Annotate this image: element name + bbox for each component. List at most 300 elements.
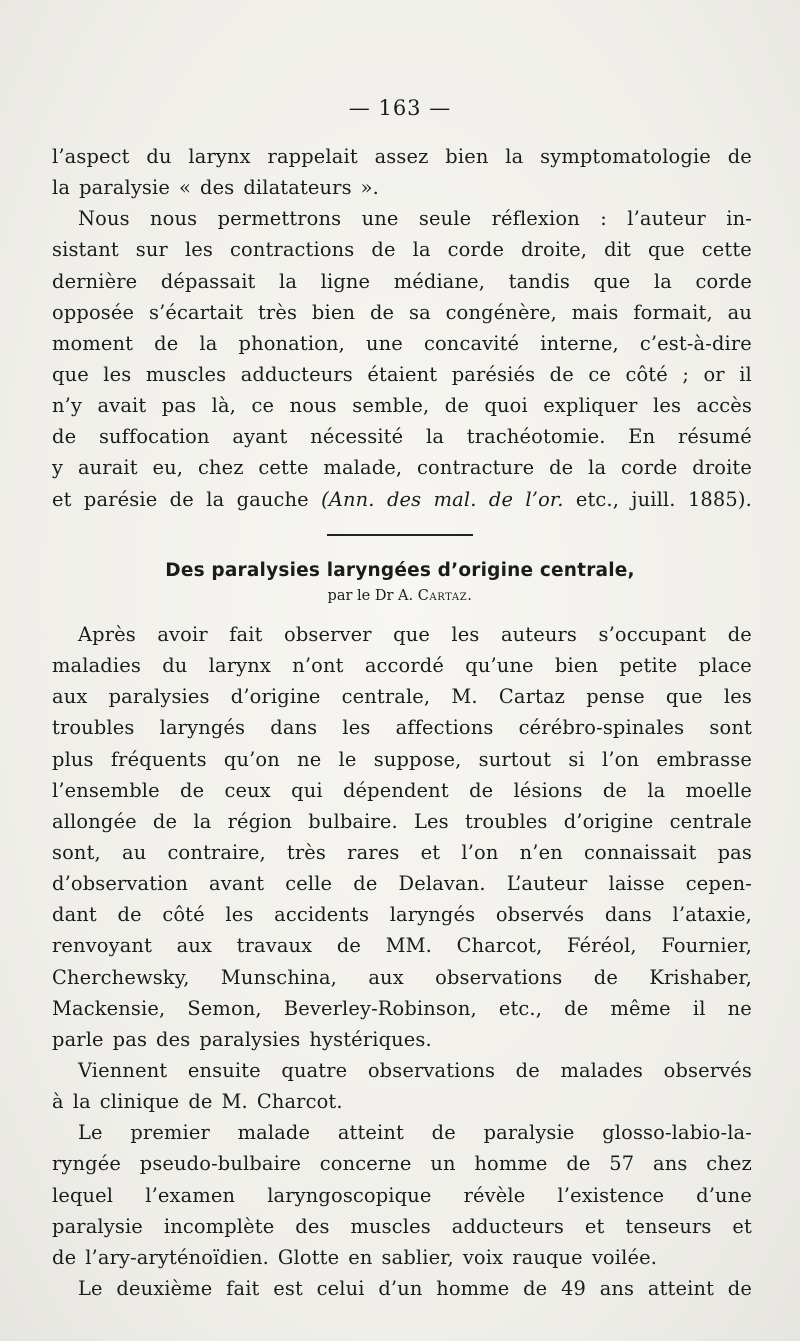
word: l’ataxie, xyxy=(672,903,752,927)
word: des xyxy=(295,1214,330,1238)
word: et xyxy=(732,1214,752,1238)
word: l’ary-aryténoïdien. xyxy=(85,1245,269,1269)
word: accordé xyxy=(364,654,444,678)
word: la xyxy=(425,425,445,449)
word: un xyxy=(430,1152,456,1176)
word: dernière xyxy=(52,269,138,293)
text-line xyxy=(52,899,752,930)
word: renvoyant xyxy=(52,934,153,958)
word: 49 xyxy=(561,1276,586,1300)
word: petite xyxy=(619,654,678,678)
word: une xyxy=(366,331,403,355)
word: maladies xyxy=(52,654,141,678)
word: 1885). xyxy=(687,487,752,511)
word: dilatateurs xyxy=(243,176,352,200)
word: pseudo-bulbaire xyxy=(139,1152,301,1176)
word: et xyxy=(420,840,441,864)
word: paralysie xyxy=(483,1121,575,1145)
byline-prefix: par le Dr A. xyxy=(327,588,414,604)
word: ne xyxy=(297,747,322,771)
word: ans xyxy=(599,1276,635,1300)
text-line xyxy=(52,930,752,961)
byline-author: Cartaz. xyxy=(417,588,473,604)
word: muscles xyxy=(350,1214,431,1238)
word: deuxième xyxy=(116,1276,213,1300)
text-line xyxy=(52,681,752,712)
word: laisse xyxy=(608,872,665,896)
word: médiane, xyxy=(393,269,486,293)
text-line xyxy=(52,172,752,203)
word: les xyxy=(342,716,371,740)
word: L’auteur xyxy=(506,872,588,896)
word: adducteurs xyxy=(240,362,353,386)
word: aurait xyxy=(77,456,138,480)
word: connaissait xyxy=(584,840,697,864)
word: congénère, xyxy=(445,300,557,324)
word: la xyxy=(199,331,218,355)
text-line xyxy=(52,359,752,390)
word: affections xyxy=(395,716,494,740)
word: suffocation xyxy=(98,425,210,449)
word: contracture xyxy=(417,456,535,480)
word: expliquer xyxy=(543,394,638,418)
word: ». xyxy=(360,176,379,200)
word: de xyxy=(371,238,396,262)
text-line xyxy=(52,1148,752,1179)
word: pas xyxy=(112,1027,148,1051)
word: de xyxy=(515,1058,540,1082)
text-line xyxy=(52,390,752,421)
word: clinique xyxy=(99,1090,180,1114)
word: 57 xyxy=(609,1152,635,1176)
word: droite xyxy=(692,456,752,480)
word: chez xyxy=(197,456,244,480)
word: Les xyxy=(414,809,449,833)
word: cérébro-spinales xyxy=(518,716,685,740)
word: de xyxy=(52,425,77,449)
text-line xyxy=(52,452,752,483)
word: très xyxy=(286,840,327,864)
word: ayant xyxy=(232,425,288,449)
text-line xyxy=(52,806,752,837)
word: eu, xyxy=(152,456,184,480)
word: que xyxy=(665,685,703,709)
word: voix xyxy=(462,1245,504,1269)
word: de xyxy=(336,934,362,958)
word: En xyxy=(628,425,656,449)
word: allongée xyxy=(52,809,137,833)
word: qu’une xyxy=(465,654,534,678)
word: in- xyxy=(726,207,752,231)
word: d’origine xyxy=(230,685,321,709)
word: la xyxy=(412,238,431,262)
word: pense xyxy=(586,685,645,709)
word: malade xyxy=(237,1121,311,1145)
text-line xyxy=(52,837,752,868)
word: la xyxy=(505,145,524,168)
word: laryngoscopique xyxy=(267,1183,432,1207)
text-line xyxy=(52,421,752,452)
word: corde xyxy=(447,238,505,262)
word: parésie xyxy=(83,487,158,511)
word: trachéotomie. xyxy=(466,425,606,449)
text-line xyxy=(52,619,752,650)
word: Cherchewsky, xyxy=(52,965,190,989)
word: ce xyxy=(588,362,611,386)
word: l’ensemble xyxy=(52,778,160,802)
word: parésiés xyxy=(451,362,536,386)
word: formait, xyxy=(633,300,713,324)
word: Charcot, xyxy=(456,934,543,958)
word: nous xyxy=(289,394,337,418)
word: M. xyxy=(451,685,478,709)
text-line xyxy=(52,775,752,806)
word: corde xyxy=(620,456,678,480)
word: c’est-à-dire xyxy=(639,331,752,355)
text-line xyxy=(52,1055,752,1086)
word: Glotte xyxy=(277,1245,340,1269)
word: juill. xyxy=(631,487,676,511)
text-line xyxy=(52,234,752,265)
word: l’or. xyxy=(525,487,564,511)
word: tenseurs xyxy=(625,1214,712,1238)
word: assez xyxy=(374,145,429,168)
word: Cartaz xyxy=(498,685,566,709)
word: sablier, xyxy=(381,1245,454,1269)
word: n’ont xyxy=(292,654,344,678)
section-byline xyxy=(0,588,800,604)
word: observer xyxy=(284,623,372,646)
word: ryngée xyxy=(52,1152,121,1176)
text-line xyxy=(52,1117,752,1148)
word: une xyxy=(361,207,399,231)
word: la xyxy=(588,456,607,480)
word: sur xyxy=(135,238,168,262)
word: de xyxy=(727,145,752,168)
word: côté xyxy=(625,362,668,386)
word: MM. xyxy=(385,934,432,958)
text-line xyxy=(52,1273,752,1304)
word: homme xyxy=(436,1276,510,1300)
word: de xyxy=(602,778,628,802)
word: adducteurs xyxy=(451,1214,564,1238)
word: l’on xyxy=(601,747,640,771)
word: cette xyxy=(701,238,752,262)
word: ligne xyxy=(320,269,371,293)
word: contractions xyxy=(230,238,355,262)
word: malade, xyxy=(323,456,403,480)
word: résumé xyxy=(677,425,752,449)
word: larynx xyxy=(208,654,271,678)
word: sont xyxy=(709,716,752,740)
word: d’une xyxy=(696,1183,752,1207)
word: avait xyxy=(97,394,147,418)
word: quatre xyxy=(281,1058,348,1082)
word: réflexion xyxy=(491,207,580,231)
word: les xyxy=(652,394,682,418)
word: très xyxy=(257,300,298,324)
text-line xyxy=(52,1211,752,1242)
word: Mackensie, xyxy=(52,996,166,1020)
section-divider xyxy=(327,534,473,536)
word: mais xyxy=(571,300,619,324)
word: la xyxy=(279,269,298,293)
word: Delavan. xyxy=(398,872,486,896)
word: suppose, xyxy=(373,747,462,771)
word: la xyxy=(653,269,672,293)
word: permettrons xyxy=(217,207,342,231)
text-line xyxy=(52,1024,752,1055)
word: troubles xyxy=(52,716,135,740)
word: de xyxy=(549,456,574,480)
text-line xyxy=(52,712,752,743)
word: de xyxy=(523,1276,548,1300)
word: celui xyxy=(316,1276,365,1300)
word: lésions xyxy=(513,778,583,802)
text-line xyxy=(52,1086,752,1117)
word: fait xyxy=(226,1276,260,1300)
word: sa xyxy=(408,300,431,324)
word: paralysie xyxy=(79,176,170,200)
word: etc., xyxy=(498,996,543,1020)
word: de xyxy=(469,778,494,802)
word: larynx xyxy=(188,145,251,168)
word: au xyxy=(121,840,147,864)
word: de xyxy=(152,809,178,833)
word: opposée xyxy=(52,300,135,324)
word: de xyxy=(117,903,142,927)
text-line xyxy=(52,962,752,993)
word: laryngés xyxy=(389,903,476,927)
word: quoi xyxy=(484,394,528,418)
word: observations xyxy=(435,965,563,989)
word: étaient xyxy=(367,362,438,386)
word: de xyxy=(727,1276,752,1300)
word: l’auteur xyxy=(627,207,706,231)
word: embrasse xyxy=(656,747,752,771)
word: des xyxy=(156,1027,191,1051)
word: paralysies xyxy=(199,1027,301,1051)
word: du xyxy=(146,145,172,168)
text-line xyxy=(52,993,752,1024)
text-line xyxy=(52,744,752,775)
word: la xyxy=(647,778,666,802)
word: de xyxy=(727,623,752,646)
word: de xyxy=(369,300,395,324)
word: surtout xyxy=(478,747,552,771)
section-title: Des paralysies laryngées d’origine centrale, xyxy=(165,560,635,581)
word: concerne xyxy=(319,1152,412,1176)
text-line xyxy=(52,203,752,234)
word: à xyxy=(52,1090,64,1114)
word: l’on xyxy=(461,840,499,864)
text-line xyxy=(52,650,752,681)
word: si xyxy=(568,747,585,771)
text-line xyxy=(52,297,752,328)
word: parle xyxy=(52,1027,104,1051)
word: place xyxy=(698,654,752,678)
word: Le xyxy=(78,1121,103,1145)
word: de xyxy=(566,1152,591,1176)
word: fréquents xyxy=(110,747,207,771)
word: chez xyxy=(706,1152,752,1176)
word: dans xyxy=(270,716,318,740)
word: d’origine xyxy=(563,809,654,833)
word: la xyxy=(72,1090,91,1114)
word: qu’on xyxy=(223,747,280,771)
word: travaux xyxy=(236,934,313,958)
word: contraire, xyxy=(167,840,266,864)
word: les xyxy=(184,238,214,262)
word: plus xyxy=(52,747,94,771)
word: or xyxy=(703,362,725,386)
word: Féréol, xyxy=(567,934,637,958)
word: voilée. xyxy=(591,1245,658,1269)
word: phonation, xyxy=(238,331,345,355)
word: dans xyxy=(604,903,652,927)
word: malades xyxy=(560,1058,644,1082)
word: seule xyxy=(418,207,472,231)
word: sistant xyxy=(52,238,119,262)
word: sont, xyxy=(52,840,101,864)
word: centrale, xyxy=(341,685,431,709)
text-line xyxy=(52,484,752,515)
word: pas xyxy=(717,840,752,864)
word: atteint xyxy=(337,1121,404,1145)
word: atteint xyxy=(647,1276,715,1300)
word: de xyxy=(488,487,514,511)
word: Charcot. xyxy=(256,1090,343,1114)
word: Fournier, xyxy=(661,934,752,958)
word: n’en xyxy=(519,840,563,864)
word: homme xyxy=(474,1152,548,1176)
word: dépendent xyxy=(342,778,449,802)
word: ce xyxy=(251,394,275,418)
page-number: — 163 — xyxy=(348,96,452,120)
text-line xyxy=(52,1242,752,1273)
word: s’occupant xyxy=(598,623,707,646)
word: les xyxy=(103,362,132,386)
word: que xyxy=(393,623,430,646)
word: d’observation xyxy=(52,872,188,896)
word: paralysies xyxy=(108,685,210,709)
word: bien xyxy=(311,300,356,324)
text-block-bottom xyxy=(52,619,752,1304)
word: la xyxy=(52,176,71,200)
word: tandis xyxy=(508,269,570,293)
word: moment xyxy=(52,331,134,355)
word: cepen- xyxy=(685,872,752,896)
word: auteurs xyxy=(500,623,578,646)
word: accidents xyxy=(274,903,370,927)
word: de xyxy=(180,778,205,802)
word: « xyxy=(179,176,192,200)
word: bien xyxy=(445,145,489,168)
word: n’y xyxy=(52,394,83,418)
text-line xyxy=(52,868,752,899)
word: de xyxy=(169,487,194,511)
word: et xyxy=(584,1214,605,1238)
word: la xyxy=(206,487,225,511)
word: Viennent xyxy=(78,1058,168,1082)
word: Munschina, xyxy=(220,965,337,989)
word: pas xyxy=(161,394,197,418)
word: au xyxy=(727,300,752,324)
word: accès xyxy=(696,394,752,418)
word: troubles xyxy=(465,809,548,833)
word: observations xyxy=(367,1058,496,1082)
word: de xyxy=(353,872,378,896)
word: aux xyxy=(176,934,213,958)
word: nous xyxy=(150,207,198,231)
word: bulbaire. xyxy=(308,809,398,833)
word: gauche xyxy=(236,487,309,511)
text-line xyxy=(52,1180,752,1211)
word: dant xyxy=(52,903,97,927)
word: mal. xyxy=(433,487,477,511)
word: et xyxy=(52,487,72,511)
word: ; xyxy=(682,362,689,386)
word: glosso-labio-la- xyxy=(602,1121,752,1145)
word: de xyxy=(593,965,618,989)
word: M. xyxy=(221,1090,248,1114)
word: des xyxy=(200,176,235,200)
word: bien xyxy=(554,654,599,678)
word: ne xyxy=(727,996,752,1020)
word: semble, xyxy=(352,394,430,418)
word: Semon, xyxy=(187,996,262,1020)
word: centrale xyxy=(669,809,752,833)
word: de xyxy=(188,1090,213,1114)
word: cette xyxy=(258,456,309,480)
word: y xyxy=(52,456,64,480)
word: etc., xyxy=(575,487,620,511)
word: le xyxy=(338,747,357,771)
word: en xyxy=(348,1245,373,1269)
word: interne, xyxy=(540,331,619,355)
word: observés xyxy=(663,1058,752,1082)
word: avant xyxy=(209,872,265,896)
word: avoir xyxy=(157,623,208,646)
word: symptomatologie xyxy=(540,145,711,168)
word: celle xyxy=(285,872,333,896)
word: l’existence xyxy=(557,1183,665,1207)
text-block-top xyxy=(52,141,752,515)
word: corde xyxy=(695,269,752,293)
word: de xyxy=(549,362,574,386)
word: observés xyxy=(495,903,585,927)
word: là, xyxy=(211,394,237,418)
word: droite, xyxy=(521,238,588,262)
word: premier xyxy=(130,1121,210,1145)
word: hystériques. xyxy=(309,1027,432,1051)
word: les xyxy=(723,685,752,709)
word: même xyxy=(610,996,671,1020)
word: rappelait xyxy=(267,145,358,168)
word: lequel xyxy=(52,1183,114,1207)
text-line xyxy=(52,328,752,359)
word: il xyxy=(739,362,752,386)
word: concavité xyxy=(423,331,520,355)
word: rauque xyxy=(512,1245,583,1269)
word: ans xyxy=(653,1152,688,1176)
word: du xyxy=(162,654,188,678)
word: révèle xyxy=(463,1183,526,1207)
word: nécessité xyxy=(310,425,404,449)
word: région xyxy=(227,809,293,833)
word: muscles xyxy=(145,362,227,386)
word: dépassait xyxy=(160,269,256,293)
